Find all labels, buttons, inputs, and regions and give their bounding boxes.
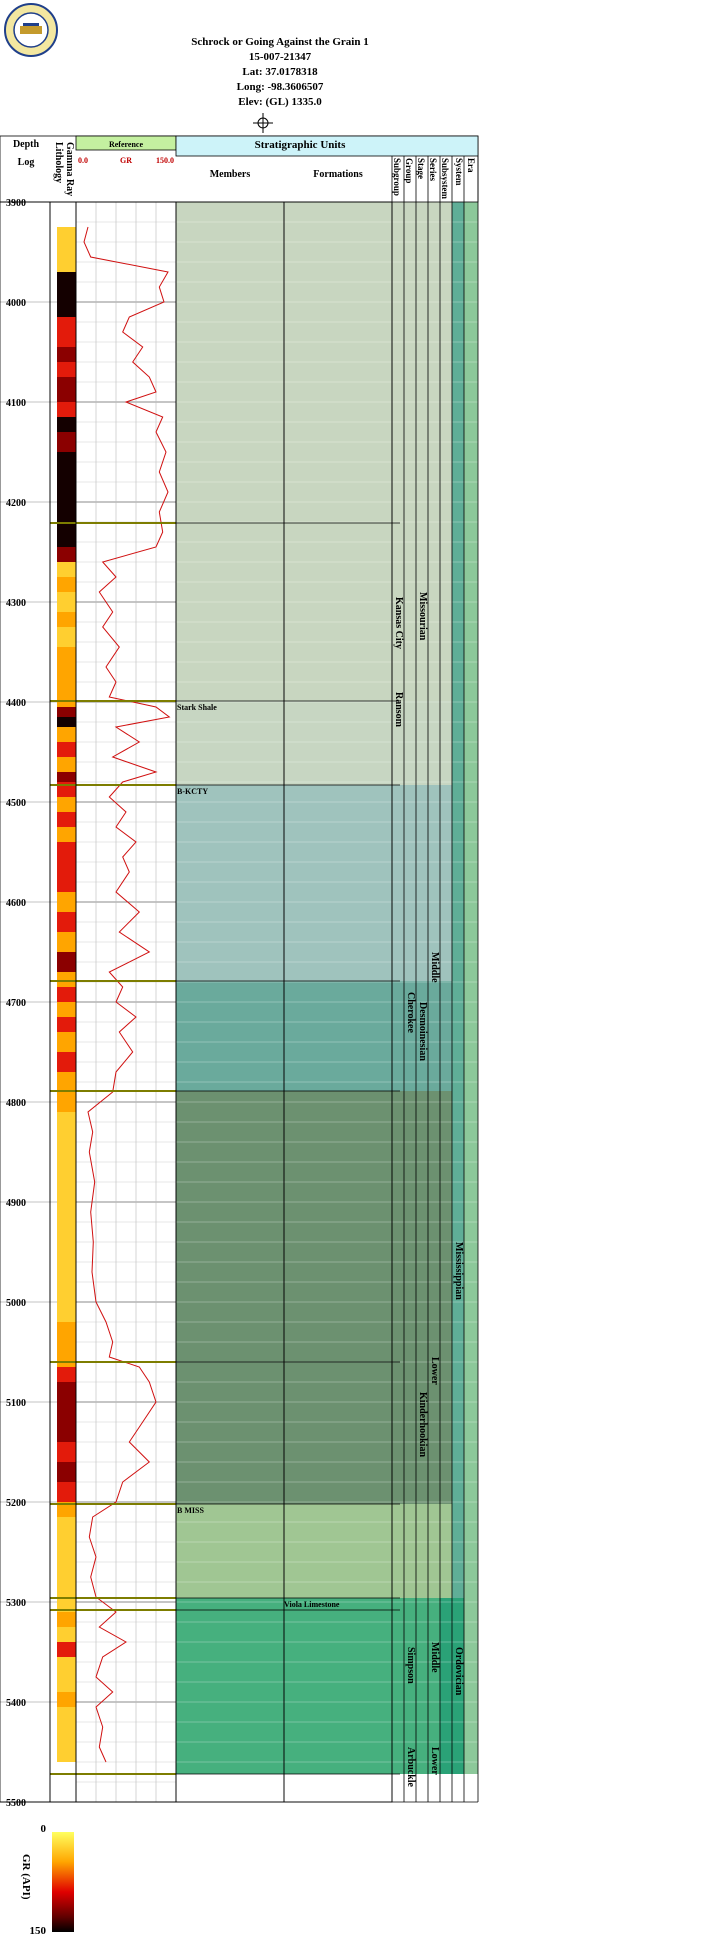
- lithology-segment: [57, 727, 76, 742]
- lithology-header: Lithology: [53, 142, 64, 184]
- lithology-segment: [57, 1052, 76, 1072]
- subsystem-header: Subsystem: [440, 158, 450, 200]
- subgroup-label: Ransom: [393, 692, 404, 728]
- lithology-segment: [57, 757, 76, 772]
- lithology-segment: [57, 562, 76, 577]
- lithology-segment: [57, 547, 76, 562]
- lithology-segment: [57, 377, 76, 392]
- lithology-segment: [57, 987, 76, 1002]
- stage-label: Kinderhookian: [417, 1392, 428, 1458]
- top-label: Stark Shale: [177, 703, 217, 712]
- lithology-segment: [57, 432, 76, 452]
- lithology-segment: [57, 492, 76, 512]
- top-label: B MISS: [177, 1506, 204, 1515]
- gamma-ray-header: Gamma Ray: [64, 142, 75, 197]
- lithology-segment: [57, 932, 76, 952]
- depth-tick-label: 5200: [6, 1498, 26, 1509]
- stage-label: Missourian: [417, 592, 428, 641]
- stage-header: Stage: [416, 158, 426, 179]
- kgs-logo-icon: [3, 2, 59, 58]
- depth-tick-label: 5000: [6, 1298, 26, 1309]
- system-label: Mississippian: [453, 1242, 464, 1300]
- lithology-segment: [57, 1032, 76, 1052]
- lithology-segment: [57, 392, 76, 402]
- lithology-segment: [57, 717, 76, 727]
- lithology-segment: [57, 667, 76, 682]
- unit-band: [176, 1091, 478, 1362]
- system-header: System: [454, 158, 464, 186]
- lithology-segment: [57, 612, 76, 627]
- lithology-segment: [57, 1517, 76, 1537]
- era-header: Era: [466, 158, 476, 173]
- depth-tick-label: 4700: [6, 998, 26, 1009]
- gr-color-bar: [52, 1832, 74, 1932]
- lithology-segment: [57, 1092, 76, 1112]
- lithology-segment: [57, 772, 76, 782]
- well-title: Schrock or Going Against the Grain 1: [191, 36, 369, 48]
- lithology-segment: [57, 577, 76, 592]
- depth-tick-label: 5100: [6, 1398, 26, 1409]
- lithology-segment: [57, 1537, 76, 1557]
- lithology-segment: [57, 1612, 76, 1627]
- lithology-segment: [57, 892, 76, 912]
- lithology-segment: [57, 812, 76, 827]
- well-lat: Lat: 37.0178318: [242, 66, 318, 78]
- depth-tick-label: 4800: [6, 1098, 26, 1109]
- well-long: Long: -98.3606507: [236, 81, 324, 93]
- lithology-segment: [57, 242, 76, 257]
- members-header: Members: [209, 169, 251, 180]
- well-header: [0, 0, 725, 135]
- depth-tick-label: 5300: [6, 1598, 26, 1609]
- lithology-segment: [57, 1367, 76, 1382]
- lithology-segment: [57, 1382, 76, 1402]
- unit-band: [176, 202, 478, 701]
- well-log-plot: [0, 130, 725, 1830]
- subgroup-label: Kansas City: [393, 597, 404, 649]
- lithology-segment: [57, 472, 76, 492]
- group-header: Group: [404, 158, 414, 184]
- lithology-segment: [57, 952, 76, 972]
- lithology-segment: [57, 1442, 76, 1462]
- depth-tick-label: 4600: [6, 898, 26, 909]
- top-label: Viola Limestone: [284, 1600, 340, 1609]
- lithology-segment: [57, 347, 76, 362]
- series-label: Lower: [429, 1357, 440, 1385]
- depth-tick-label: 4000: [6, 298, 26, 309]
- lithology-segment: [57, 1182, 76, 1212]
- gamma-ray-curve: [84, 227, 169, 1762]
- formations-header: Formations: [313, 169, 363, 180]
- lithology-segment: [57, 742, 76, 757]
- lithology-segment: [57, 1707, 76, 1727]
- lithology-segment: [57, 1302, 76, 1322]
- lithology-segment: [57, 1642, 76, 1657]
- depth-tick-label: 4200: [6, 498, 26, 509]
- lithology-segment: [57, 1272, 76, 1302]
- gr-color-scale: [0, 1820, 120, 1935]
- lithology-segment: [57, 827, 76, 842]
- top-label: B-KCTY: [177, 787, 209, 796]
- lithology-segment: [57, 302, 76, 317]
- lithology-segment: [57, 1112, 76, 1132]
- depth-tick-label: 4100: [6, 398, 26, 409]
- depth-tick-label: 4500: [6, 798, 26, 809]
- depth-tick-labels: [6, 198, 26, 1809]
- group-label: Cherokee: [405, 992, 416, 1033]
- series-label: Middle: [429, 1642, 440, 1673]
- gr-max-label: 150.0: [156, 156, 174, 165]
- lithology-segment: [57, 1557, 76, 1577]
- gr-min-label: 0.0: [78, 156, 88, 165]
- lithology-segment: [57, 592, 76, 612]
- lithology-segment: [57, 1342, 76, 1357]
- lithology-segment: [57, 682, 76, 697]
- lithology-segment: [57, 1422, 76, 1442]
- lithology-segment: [57, 797, 76, 812]
- depth-tick-label: 5400: [6, 1698, 26, 1709]
- group-label: Simpson: [405, 1647, 416, 1684]
- group-label: Arbuckle: [405, 1747, 416, 1787]
- lithology-segment: [57, 1657, 76, 1677]
- unit-band: [176, 981, 478, 1091]
- well-api: 15-007-21347: [248, 51, 312, 63]
- scale-max-label: 150: [29, 1925, 46, 1935]
- series-label: Middle: [429, 952, 440, 983]
- lithology-segment: [57, 1727, 76, 1747]
- lithology-segment: [57, 1002, 76, 1017]
- lithology-segment: [57, 857, 76, 872]
- system-label: Ordovician: [453, 1647, 464, 1696]
- unit-band: [176, 1774, 478, 1802]
- lithology-segment: [57, 1212, 76, 1242]
- lithology-segment: [57, 1072, 76, 1092]
- lithology-segment: [57, 417, 76, 432]
- lithology-segment: [57, 872, 76, 892]
- depth-tick-label: 4300: [6, 598, 26, 609]
- lithology-segment: [57, 1577, 76, 1597]
- gamma-ray-track: [84, 227, 169, 1762]
- lithology-segment: [57, 1017, 76, 1032]
- log-header: Log: [17, 157, 35, 168]
- lithology-segment: [57, 842, 76, 857]
- lithology-segment: [57, 227, 76, 242]
- lithology-segment: [57, 1627, 76, 1642]
- series-label: Lower: [429, 1747, 440, 1775]
- stage-label: Desmoinesian: [417, 1002, 428, 1061]
- unit-band: [176, 1504, 478, 1598]
- lithology-segment: [57, 1242, 76, 1272]
- lithology-segment: [57, 647, 76, 667]
- lithology-segment: [57, 1462, 76, 1482]
- lithology-segment: [57, 257, 76, 272]
- lithology-segment: [57, 1677, 76, 1692]
- lithology-segment: [57, 1747, 76, 1762]
- lithology-segment: [57, 272, 76, 287]
- lithology-segment: [57, 402, 76, 417]
- lithology-segment: [57, 1152, 76, 1182]
- lithology-segment: [57, 1692, 76, 1707]
- lithology-segment: [57, 362, 76, 377]
- depth-tick-label: 4900: [6, 1198, 26, 1209]
- lithology-segment: [57, 1132, 76, 1152]
- depth-tick-label: 3900: [6, 198, 26, 209]
- well-elev: Elev: (GL) 1335.0: [238, 96, 322, 108]
- lithology-segment: [57, 532, 76, 547]
- lithology-segment: [57, 287, 76, 302]
- scale-min-label: 0: [40, 1823, 46, 1835]
- lithology-segment: [57, 332, 76, 347]
- lithology-segment: [57, 1402, 76, 1422]
- lithology-segment: [57, 627, 76, 647]
- lithology-track: [57, 227, 76, 1762]
- lithology-segment: [57, 1322, 76, 1342]
- depth-tick-label: 4400: [6, 698, 26, 709]
- lithology-segment: [57, 452, 76, 472]
- lithology-segment: [57, 1482, 76, 1502]
- depth-header: Depth: [12, 139, 40, 150]
- strat-units-header: Stratigraphic Units: [254, 139, 346, 151]
- reference-header: Reference: [108, 140, 144, 149]
- era-band: [464, 202, 478, 1774]
- scale-axis-label: GR (API): [20, 1854, 32, 1900]
- lithology-segment: [57, 912, 76, 932]
- gr-curve-label: GR: [120, 156, 132, 165]
- series-header: Series: [428, 158, 438, 181]
- lithology-segment: [57, 317, 76, 332]
- unit-band: [176, 701, 478, 785]
- lithology-segment: [57, 972, 76, 987]
- depth-tick-label: 5500: [6, 1798, 26, 1809]
- subgroup-header: Subgroup: [392, 158, 402, 196]
- lithology-segment: [57, 707, 76, 717]
